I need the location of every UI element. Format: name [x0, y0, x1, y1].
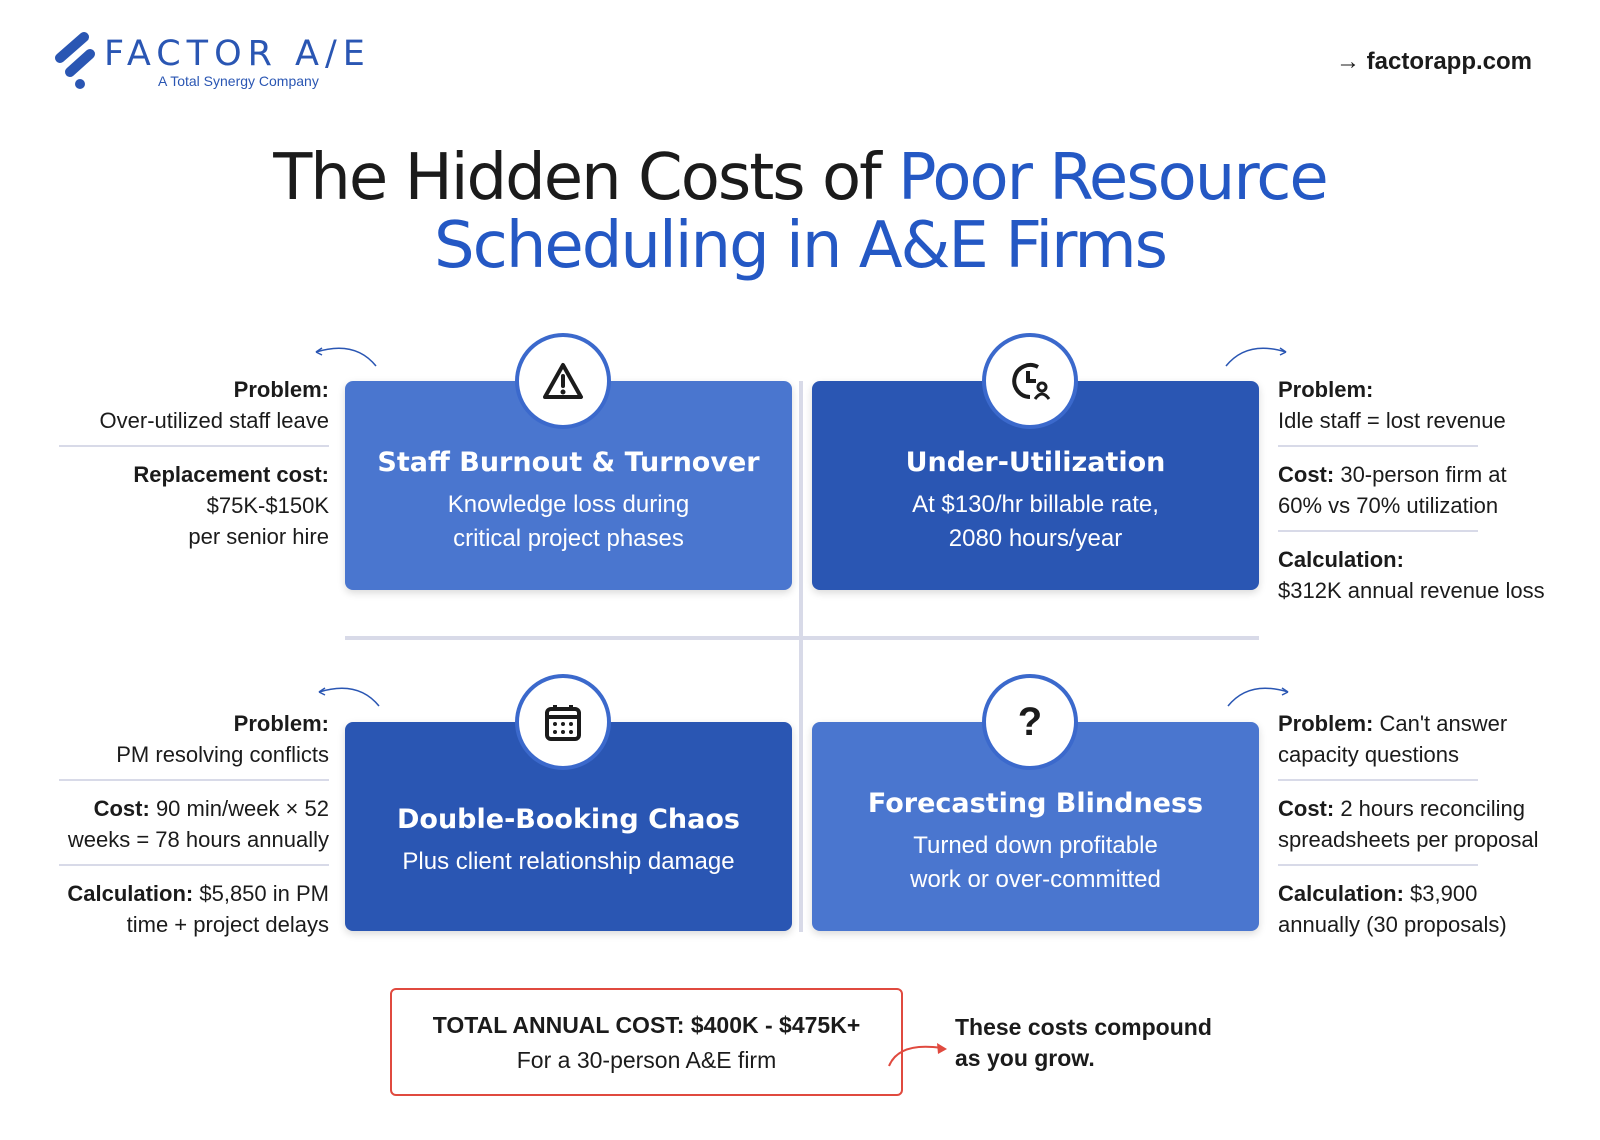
- separator: [59, 445, 329, 447]
- problem-text: Idle staff = lost revenue: [1278, 408, 1506, 433]
- question-icon: ?: [982, 674, 1078, 770]
- page-title: [0, 141, 1600, 283]
- problem-label: Problem:: [233, 377, 329, 402]
- card-subtitle: At $130/hr billable rate,: [912, 491, 1159, 518]
- title-line2: Scheduling in A&E Firms: [434, 209, 1166, 283]
- factor-logo-icon: [52, 32, 102, 92]
- problem-label: Problem:: [233, 711, 329, 736]
- total-headline: TOTAL ANNUAL COST: $400K - $475K+: [432, 1012, 861, 1038]
- calculation-label: Calculation:: [1278, 547, 1404, 572]
- arrow-icon: [313, 680, 383, 710]
- card-title: Staff Burnout & Turnover: [377, 447, 760, 478]
- cost-text: 2 hours reconciling spreadsheets per proposal: [1278, 796, 1539, 852]
- calculation-text: $5,850 in PM time + project delays: [126, 881, 329, 937]
- cost-text: 90 min/week × 52 weeks = 78 hours annually: [67, 796, 329, 852]
- separator: [1278, 530, 1478, 532]
- calendar-icon: [515, 674, 611, 770]
- card-subtitle: Turned down profitable: [913, 832, 1158, 859]
- growth-note: [955, 1012, 1212, 1074]
- card-title: Forecasting Blindness: [867, 788, 1204, 819]
- horizontal-divider: [345, 636, 1259, 640]
- separator: [1278, 779, 1478, 781]
- card-title: Double-Booking Chaos: [397, 804, 740, 835]
- brand-name: FACTOR A/E: [104, 34, 371, 74]
- problem-label: Problem:: [1278, 711, 1374, 736]
- problem-text: Can't answer capacity questions: [1278, 711, 1508, 767]
- detail-double-booking: [29, 708, 329, 940]
- arrow-icon: [310, 340, 380, 370]
- card-title: Under-Utilization: [905, 447, 1166, 478]
- problem-text: Over-utilized staff leave: [99, 408, 329, 433]
- separator: [59, 864, 329, 866]
- card-subtitle: critical project phases: [453, 525, 684, 552]
- separator: [59, 779, 329, 781]
- total-subtitle: For a 30-person A&E firm: [516, 1047, 777, 1073]
- calculation-label: Calculation:: [1278, 881, 1404, 906]
- separator: [1278, 445, 1478, 447]
- cost-label: Cost:: [1278, 462, 1335, 487]
- total-cost-box: [390, 988, 903, 1096]
- arrow-icon: [1222, 340, 1292, 370]
- detail-under-utilization: [1278, 374, 1588, 606]
- problem-label: Problem:: [1278, 377, 1374, 402]
- card-subtitle: work or over-committed: [910, 866, 1161, 893]
- card-subtitle: 2080 hours/year: [948, 525, 1123, 552]
- brand-tagline: A Total Synergy Company: [158, 73, 319, 89]
- calculation-text: $312K annual revenue loss: [1278, 578, 1545, 603]
- clock-user-icon: [982, 333, 1078, 429]
- cost-label: Cost:: [1278, 796, 1335, 821]
- cost-text: $75K-$150K per senior hire: [188, 493, 329, 549]
- note-line: These costs compound: [955, 1014, 1212, 1040]
- detail-staff-burnout: [29, 374, 329, 552]
- title-part2: Poor Resource: [898, 141, 1327, 215]
- red-arrow-icon: [885, 1036, 955, 1072]
- note-line: as you grow.: [955, 1045, 1095, 1071]
- card-subtitle: Knowledge loss during: [447, 491, 690, 518]
- warning-icon: [515, 333, 611, 429]
- title-part1: The Hidden Costs of: [273, 141, 899, 215]
- cost-text: 30-person firm at 60% vs 70% utilization: [1278, 462, 1507, 518]
- problem-text: PM resolving conflicts: [116, 742, 329, 767]
- cost-label: Cost:: [93, 796, 150, 821]
- calculation-text: $3,900 annually (30 proposals): [1278, 881, 1507, 937]
- arrow-icon: [1224, 680, 1294, 710]
- detail-forecasting: [1278, 708, 1578, 940]
- separator: [1278, 864, 1478, 866]
- site-link[interactable]: → factorapp.com: [1335, 48, 1532, 75]
- vertical-divider: [799, 381, 803, 932]
- card-subtitle: Plus client relationship damage: [402, 848, 735, 875]
- calculation-label: Calculation:: [67, 881, 194, 906]
- cost-label: Replacement cost:: [133, 462, 329, 487]
